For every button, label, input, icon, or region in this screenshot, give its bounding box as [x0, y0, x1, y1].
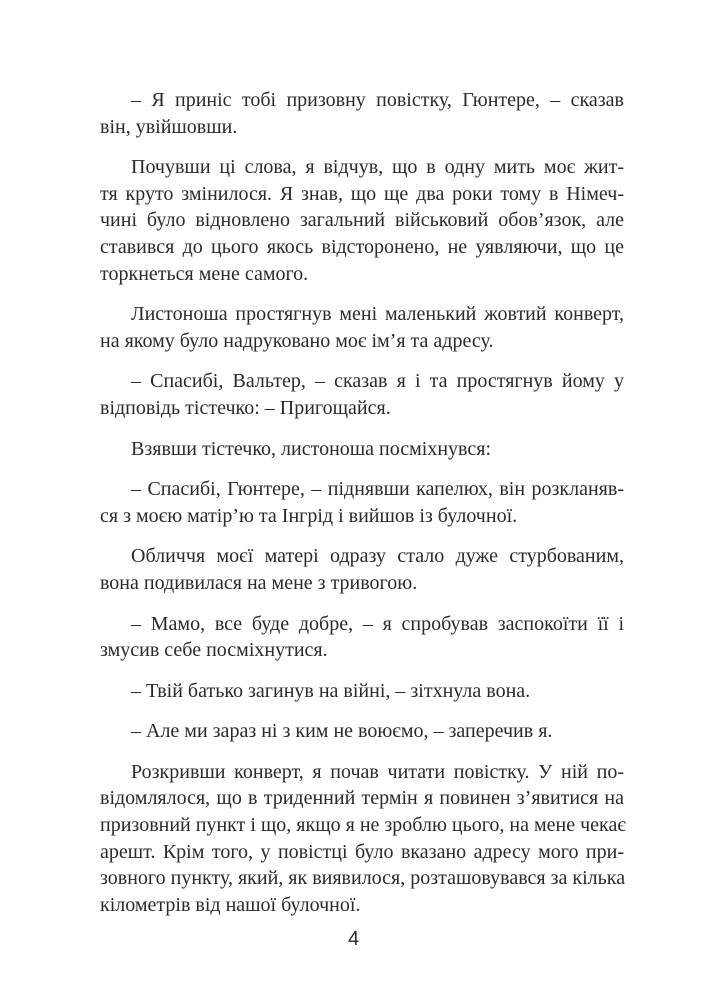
text-line: відповідь тістечко: – Пригощайся. — [100, 396, 391, 419]
text-line: тя круто змінилося. Я знав, що ще два роки тому в Німеч- — [100, 182, 624, 205]
text-line: зовного пункту, який, як виявилося, розташовувався за кілька — [100, 867, 626, 890]
text-line: Почувши ці слова, я відчув, що в одну мить моє жит- — [131, 156, 624, 179]
text-line: – Спасибі, Вальтер, – сказав я і та простягнув йому у — [131, 370, 624, 393]
text-line: кілометрів від нашої булочної. — [100, 893, 361, 916]
text-line: – Спасибі, Гюнтере, – піднявши капелюх, він розкланяв- — [131, 478, 624, 501]
paragraph — [100, 678, 624, 705]
text-line: – Твій батько загинув на війні, – зітхнула вона. — [131, 679, 531, 702]
paragraph — [100, 543, 624, 596]
text-line: – Мамо, все буде добре, – я спробував заспокоїти її і — [131, 612, 624, 635]
page-number: 4 — [347, 928, 360, 950]
text-line: Взявши тістечко, листоноша посміхнувся: — [131, 437, 492, 460]
paragraph — [100, 759, 624, 919]
text-line: призовний пункт і що, якщо я не зроблю цього, на мене чекає — [100, 814, 626, 837]
paragraph — [100, 611, 624, 664]
text-line: на якому було надруковано моє ім’я та адресу. — [100, 329, 494, 352]
paragraph — [100, 301, 624, 354]
text-line: Обличчя моєї матері одразу стало дуже стурбованим, — [131, 545, 624, 568]
page-body — [100, 87, 624, 932]
text-line: – Я приніс тобі призовну повістку, Гюнтере, – сказав — [131, 89, 624, 111]
text-line: відомлялося, що в триденний термін я повинен з’явитися на — [100, 787, 624, 810]
text-line: вона подивилася на мене з тривогою. — [100, 571, 418, 594]
paragraph — [100, 436, 624, 463]
paragraph — [100, 718, 624, 745]
paragraph — [100, 154, 624, 287]
paragraph — [100, 87, 624, 140]
text-line: змусив себе посміхнутися. — [100, 639, 328, 662]
text-line: він, увійшовши. — [100, 115, 238, 138]
text-line: – Але ми зараз ні з ким не воюємо, – заперечив я. — [131, 720, 553, 743]
text-line: ся з моєю матір’ю та Інгрід і вийшов із булочної. — [100, 504, 518, 527]
paragraph — [100, 368, 624, 421]
text-line: торкнеться мене самого. — [100, 262, 309, 285]
paragraph — [100, 476, 624, 529]
text-line: Листоноша простягнув мені маленький жовтий конверт, — [131, 303, 624, 326]
text-line: Розкривши конверт, я почав читати повістку. У ній по- — [131, 760, 624, 783]
text-line: арешт. Крім того, у повістці було вказано адресу мого при- — [100, 840, 624, 863]
text-line: чині було відновлено загальний військовий обов’язок, але — [100, 209, 624, 232]
text-line: ставився до цього якось відсторонено, не уявляючи, що це — [100, 235, 624, 258]
